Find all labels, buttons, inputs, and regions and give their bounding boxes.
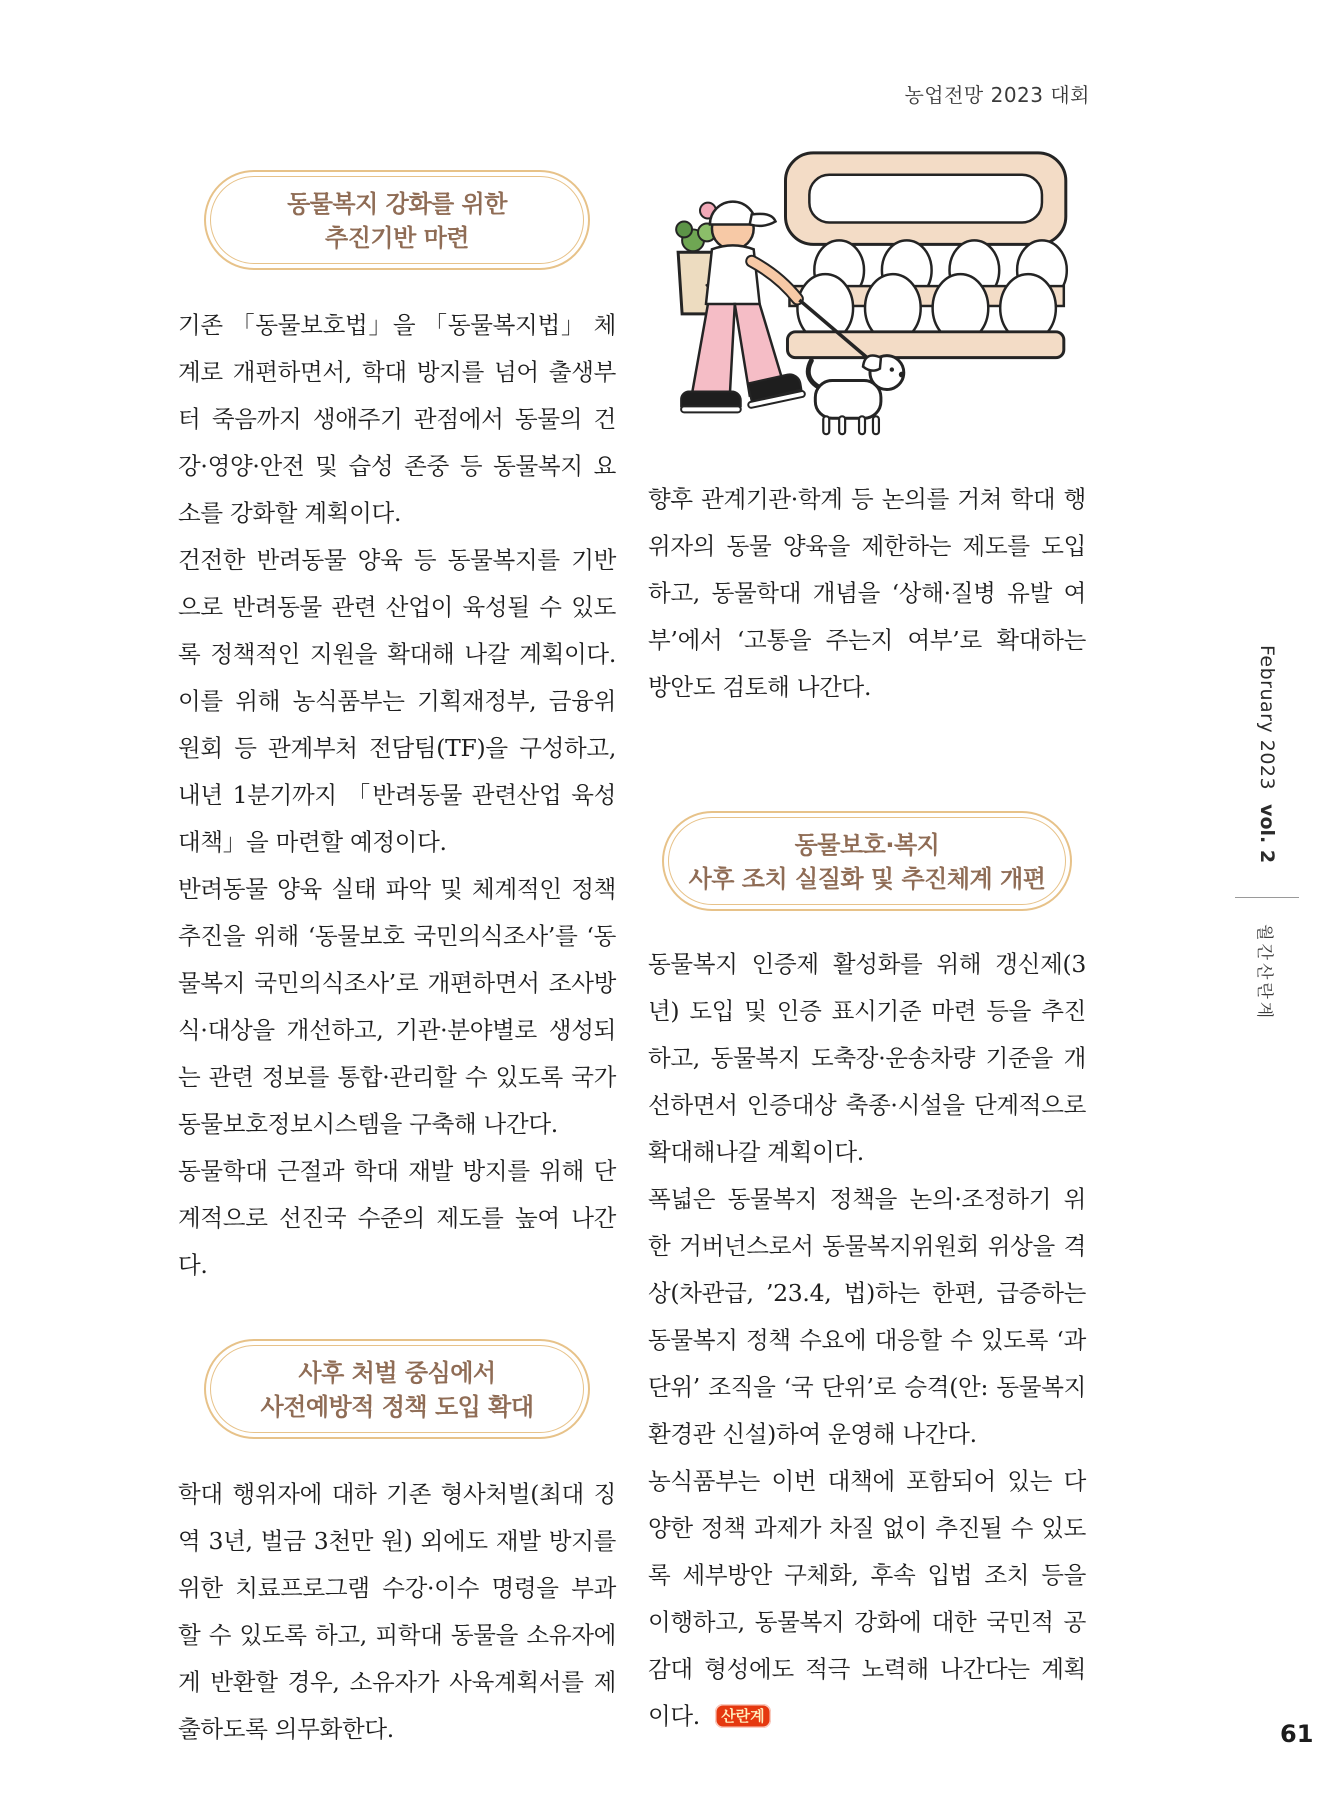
page-header-label: 농업전망 2023 대회 <box>904 83 1090 107</box>
section-title-box-2 <box>204 1339 590 1439</box>
right-column <box>648 135 1086 1740</box>
paragraph: 기존 「동물보호법」을 「동물복지법」 체계로 개편하면서, 학대 방지를 넘어 출생부터 죽음까지 생애주기 관점에서 동물의 건강·영양·안전 및 습성 존중 등 동물복지 요소를 강화할 계획이다. <box>178 311 616 527</box>
left-column <box>178 170 616 1753</box>
paragraph-text: 농식품부는 이번 대책에 포함되어 있는 다양한 정책 과제가 차질 없이 추진될 수 있도록 세부방안 구체화, 후속 입법 조치 등을 이행하고, 동물복지 강화에 대한 국민적 공감대 형성에도 적극 노력해 나간다는 계획이다. <box>648 1467 1086 1730</box>
paragraph: 동물학대 근절과 학대 재발 방지를 위해 단계적으로 선진국 수준의 제도를 높여 나간다. <box>178 1157 616 1279</box>
egg-carton-illustration <box>785 153 1066 358</box>
sidebar-issue: February 2023 <box>1256 645 1278 791</box>
paragraph: 동물복지 인증제 활성화를 위해 갱신제(3년) 도입 및 인증 표시기준 마련 등을 추진하고, 동물복지 도축장·운송차량 기준을 개선하면서 인증대상 축종·시설을 단계적으로 확대해나갈 계획이다. <box>648 950 1086 1166</box>
paragraph: 폭넓은 동물복지 정책을 논의·조정하기 위한 거버넌스로서 동물복지위원회 위상을 격상(차관급, ’23.4, 법)하는 한편, 급증하는 동물복지 정책 수요에 대응할 수 있도록 ‘과 단위’ 조직을 ‘국 단위’로 승격(안: 동물복지환경관 신설)하여 운영해 나간다. <box>648 1185 1086 1448</box>
section-title-box-3 <box>662 811 1072 911</box>
section-title-line: 추진기반 마련 <box>325 224 469 252</box>
paragraph: 건전한 반려동물 양육 등 동물복지를 기반으로 반려동물 관련 산업이 육성될 수 있도록 정책적인 지원을 확대해 나갈 계획이다. 이를 위해 농식품부는 기획재정부, 금융위원회 등 관계부처 전담팀(TF)을 구성하고, 내년 1분기까지 「반려동물 관련산업 육성대책」을 마련할 예정이다. <box>178 546 616 856</box>
section-title-line: 동물보호·복지 <box>794 831 940 859</box>
section-title-line: 사후 처벌 중심에서 <box>298 1359 496 1387</box>
closing-paragraph <box>648 1458 1086 1740</box>
sidebar-vertical-label <box>1254 645 1280 1105</box>
section-title-line: 동물복지 강화를 위한 <box>287 190 507 218</box>
sidebar-magazine-name: 월간산란계 <box>1254 924 1275 1022</box>
magazine-end-badge: 산란계 <box>715 1704 770 1728</box>
section-title-box-1 <box>204 170 590 270</box>
paragraph: 향후 관계기관·학계 등 논의를 거쳐 학대 행위자의 동물 양육을 제한하는 제도를 도입하고, 동물학대 개념을 ‘상해·질병 유발 여부’에서 ‘고통을 주는지 여부’로 확대하는 방안도 검토해 나간다. <box>648 485 1086 701</box>
section-title-line: 사전예방적 정책 도입 확대 <box>260 1393 534 1421</box>
person-walking-dog-with-egg-carton-illustration <box>648 135 1086 468</box>
person-illustration <box>676 202 805 413</box>
page-number: 61 <box>1280 1720 1314 1748</box>
sidebar-divider <box>1235 897 1299 898</box>
section-title-line: 사후 조치 실질화 및 추진체계 개편 <box>688 865 1046 893</box>
paragraph: 반려동물 양육 실태 파악 및 체계적인 정책 추진을 위해 ‘동물보호 국민의식조사’를 ‘동물복지 국민의식조사’로 개편하면서 조사방식·대상을 개선하고, 기관·분야별로 생성되는 관련 정보를 통합·관리할 수 있도록 국가동물보호정보시스템을 구축해 나간다. <box>178 875 616 1138</box>
sidebar-volume: vol. 2 <box>1256 804 1278 864</box>
paragraph: 학대 행위자에 대하 기존 형사처벌(최대 징역 3년, 벌금 3천만 원) 외에도 재발 방지를 위한 치료프로그램 수강·이수 명령을 부과할 수 있도록 하고, 피학대 동물을 소유자에게 반환할 경우, 소유자가 사육계획서를 제출하도록 의무화한다. <box>178 1480 616 1743</box>
